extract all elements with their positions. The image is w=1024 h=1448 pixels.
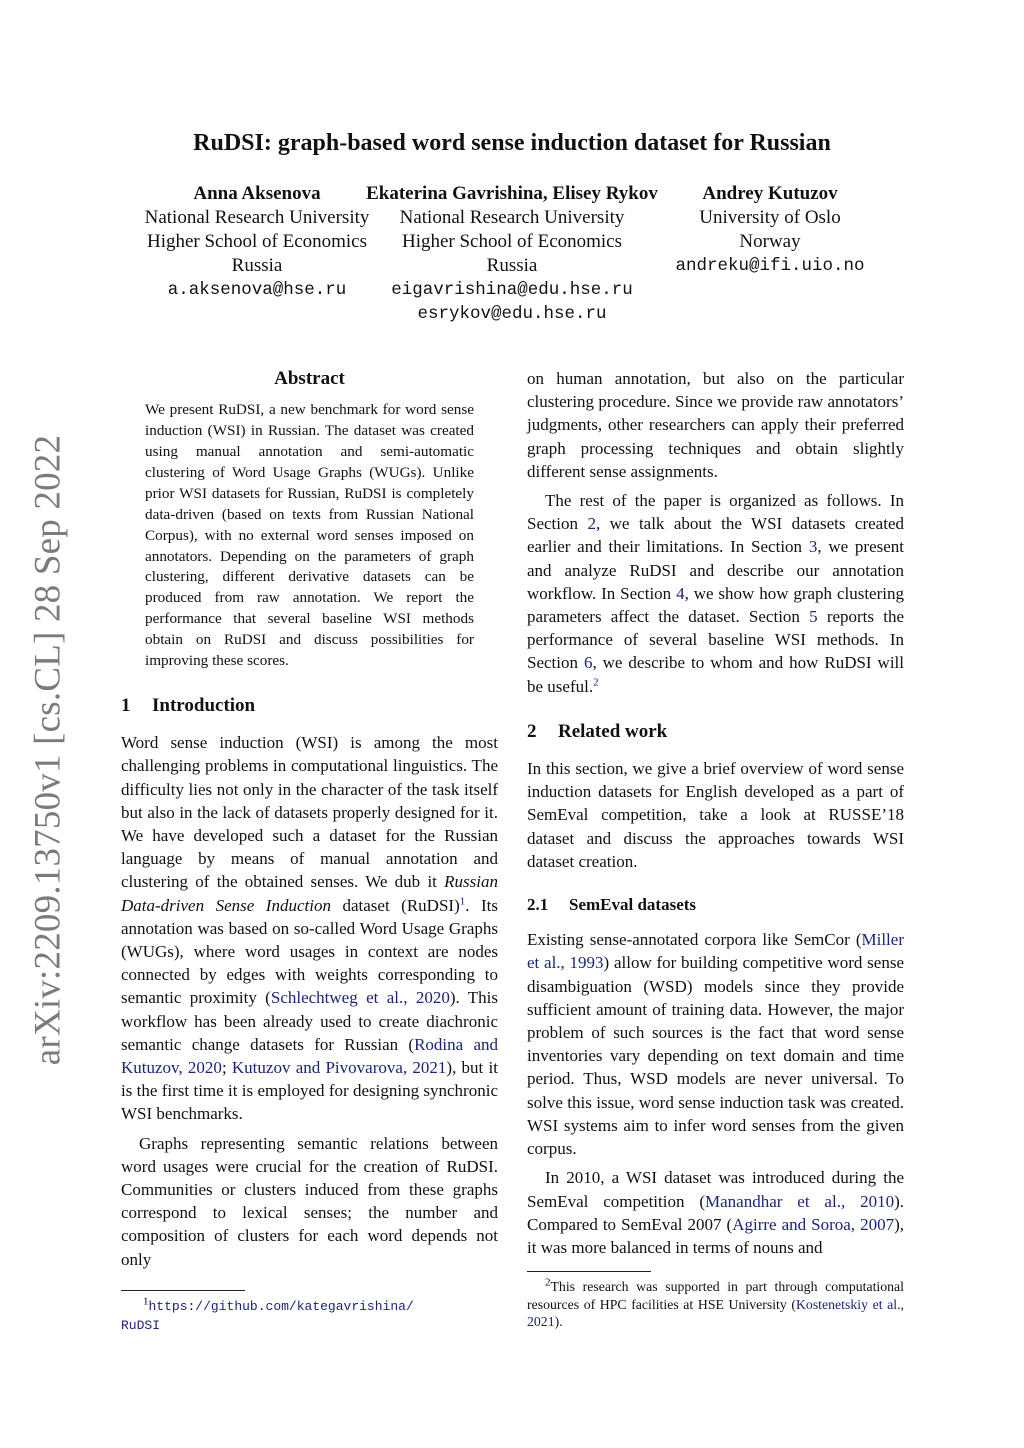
text-run: ), it was more balanced in terms of nouns and	[527, 1214, 905, 1257]
intro-paragraph-2: Graphs representing semantic relations between word usages were crucial for the creation of RuDSI. Communities or clusters induced from these graphs correspond to lexical senses; the number and composition of clusters for each word depends not only	[121, 1133, 498, 1269]
section-heading-introduction	[121, 694, 498, 717]
dataset-name-italic: Russian Data-driven Sense Induction	[121, 872, 498, 915]
footnote-text	[527, 1272, 904, 1331]
text-run: In 2010, a WSI dataset was introduced during the SemEval competition (	[527, 1168, 904, 1211]
author-affiliation: University of Oslo	[699, 207, 841, 228]
text-run: Word sense induction (WSI) is among the most challenging problems in computational linguistics. The difficulty lies not only in the character of the task itself but also in the lack of datasets properly designed for it. We have developed such a dataset for the Russian language by means of manual annotation and clustering of the obtained senses. We dub it	[121, 733, 498, 892]
section-heading-related-work	[527, 720, 904, 743]
subsection-title: SemEval datasets	[569, 895, 697, 915]
semeval-paragraph-2	[527, 1166, 904, 1259]
author-email[interactable]: andreku@ifi.uio.no	[675, 256, 865, 276]
subsection-heading-semeval	[527, 893, 904, 916]
abstract-text: We present RuDSI, a new benchmark for word sense induction (WSI) in Russian. The dataset was created using manual annotation and semi-automatic clustering of Word Usage Graphs (WUGs). Unlike prior WSI datasets for Russian, RuDSI is completely data-driven (based on texts from Russian National Corpus), with no external word senses imposed on annotators. Depending on the parameters of graph clustering, different derivative datasets can be produced from raw annotation. We report the performance that several baseline WSI methods obtain on RuDSI and discuss possibilities for improving these scores.	[145, 401, 474, 670]
right-paragraph-1: on human annotation, but also on the particular clustering procedure. Since we provide raw annotators’ judgments, other researchers can apply their preferred graph processing techniques and obtain slightly different sense assignments.	[527, 369, 904, 481]
text-run: ).	[554, 1314, 563, 1329]
citation-link[interactable]: Manandhar et al., 2010	[705, 1191, 895, 1211]
semeval-paragraph-1	[527, 928, 904, 1160]
footnote-text	[121, 1291, 498, 1316]
author-name: Anna Aksenova	[193, 183, 321, 204]
author-block-3	[650, 182, 890, 278]
text-run: dataset (RuDSI)	[330, 895, 460, 915]
author-name: Andrey Kutuzov	[702, 183, 838, 204]
text-run: ;	[221, 1058, 232, 1078]
section-number: 1	[121, 694, 131, 716]
footnote-url[interactable]: https://github.com/kategavrishina/	[148, 1299, 414, 1314]
citation-link[interactable]: Rodina and Kutuzov, 2020	[121, 1034, 498, 1078]
author-country: Russia	[486, 255, 538, 276]
section-link[interactable]: 4	[676, 583, 685, 603]
footnote-1	[121, 1290, 498, 1334]
author-block-2	[348, 182, 676, 326]
left-column	[121, 367, 498, 1271]
footnote-marker[interactable]: 2	[593, 675, 599, 688]
right-paragraph-2	[527, 489, 904, 698]
citation-link[interactable]: Kutuzov and Pivovarova, 2021	[231, 1058, 447, 1078]
citation-link[interactable]: Agirre and Soroa, 2007	[732, 1214, 895, 1234]
arxiv-stamp: arXiv:2209.13750v1 [cs.CL] 28 Sep 2022	[27, 434, 69, 1066]
section-link[interactable]: 3	[808, 537, 818, 557]
author-country: Norway	[739, 231, 801, 252]
author-email[interactable]: esrykov@edu.hse.ru	[417, 304, 607, 324]
footnote-number: 1	[143, 1295, 149, 1308]
section-title: Related work	[558, 720, 668, 742]
subsection-number: 2.1	[527, 895, 549, 915]
text-run: , we talk about the WSI datasets created earlier and their limitations. In Section	[527, 514, 904, 557]
author-affiliation: Higher School of Economics	[401, 231, 623, 252]
author-email[interactable]: eigavrishina@edu.hse.ru	[391, 280, 633, 300]
intro-paragraph-1	[121, 731, 498, 1125]
author-affiliation: National Research University	[144, 207, 370, 228]
text-run: . Its annotation was based on so-called Word Usage Graphs (WUGs), where word usages in context are nodes connected by edges with weights corresponding to semantic proximity (	[121, 895, 498, 1008]
section-title: Introduction	[152, 694, 256, 716]
footnote-text-cont	[121, 1316, 498, 1335]
text-run: reports the performance of several baseline WSI methods. In Section	[527, 607, 904, 673]
text-run: ) allow for building competitive word sense disambiguation (WSD) models since they provide sufficient amount of training data. However, the major problem of such sources is the fact that word sense inventories vary depending on text domain and time period. Thus, WSD models are never universal. To solve this issue, word sense induction task was created. WSI systems aim to infer word senses from the given corpus.	[527, 953, 904, 1159]
footnote-2	[527, 1271, 904, 1331]
text-run: Existing sense-annotated corpora like SemCor (	[527, 930, 862, 950]
author-country: Russia	[231, 255, 283, 276]
text-run: ). This workflow has been already used to create diachronic semantic change datasets for Russian (	[121, 988, 499, 1054]
text-run: , we present and analyze RuDSI and describe our annotation workflow. In Section	[527, 537, 904, 603]
text-run: The rest of the paper is organized as follows. In Section	[527, 491, 904, 534]
text-run: ). Compared to SemEval 2007 (	[527, 1191, 904, 1234]
text-run: , we show how graph clustering parameters affect the dataset. Section	[527, 583, 904, 627]
footnote-url[interactable]: RuDSI	[121, 1317, 161, 1333]
text-run: , we describe to whom and how RuDSI will be useful.	[527, 653, 904, 696]
citation-link[interactable]: Miller et al., 1993	[527, 930, 904, 973]
text-run: ), but it is the first time it is employed for designing synchronic WSI benchmarks.	[121, 1058, 498, 1124]
section-number: 2	[527, 720, 537, 742]
footnote-marker[interactable]: 1	[459, 894, 466, 907]
section-link[interactable]: 6	[583, 653, 593, 673]
citation-link[interactable]: Kostenetskiy et al., 2021	[527, 1296, 904, 1329]
citation-link[interactable]: Schlechtweg et al., 2020	[270, 988, 450, 1008]
author-name: Ekaterina Gavrishina, Elisey Rykov	[366, 183, 658, 204]
related-work-paragraph: In this section, we give a brief overview of word sense induction datasets for English developed as a part of SemEval competition, take a look at RUSSE’18 dataset and discuss the approaches towards WSI dataset creation.	[527, 759, 904, 871]
paper-title: RuDSI: graph-based word sense induction dataset for Russian	[193, 130, 831, 156]
author-email[interactable]: a.aksenova@hse.ru	[167, 280, 347, 300]
abstract-heading: Abstract	[274, 368, 345, 389]
right-column	[527, 367, 904, 1259]
author-affiliation: Higher School of Economics	[146, 231, 368, 252]
section-link[interactable]: 5	[809, 607, 818, 627]
text-run: This research was supported in part through computational resources of HPC facilities at HSE University (	[527, 1279, 904, 1312]
footnote-number: 2	[545, 1276, 551, 1289]
section-link[interactable]: 2	[587, 514, 596, 534]
author-affiliation: National Research University	[399, 207, 625, 228]
